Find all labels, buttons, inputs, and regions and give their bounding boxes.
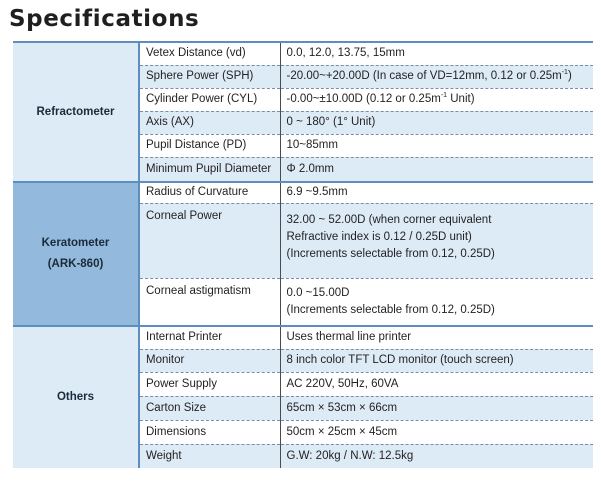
value-line: (Increments selectable from 0.12, 0.25D) — [286, 247, 495, 260]
param-value: AC 220V, 50Hz, 60VA — [280, 372, 593, 396]
param-label: Monitor — [139, 349, 280, 372]
param-value — [280, 65, 593, 88]
group-label-model: (ARK-860) — [47, 258, 104, 270]
value-superscript: -1 — [561, 69, 568, 77]
param-label: Power Supply — [139, 372, 280, 396]
table-row — [13, 42, 593, 65]
table-row — [13, 182, 593, 203]
param-value — [280, 278, 593, 326]
value-line: Refractive index is 0.12 / 0.25D unit) — [286, 230, 472, 243]
value-line: (Increments selectable from 0.12, 0.25D) — [286, 303, 495, 316]
param-label: Internat Printer — [139, 326, 280, 349]
param-label: Carton Size — [139, 396, 280, 420]
value-text: -20.00~+20.00D (In case of VD=12mm, 0.12 or 0.25m — [286, 70, 562, 82]
param-label: Corneal Power — [139, 203, 280, 278]
specifications-table — [13, 41, 593, 468]
param-value: 10~85mm — [280, 134, 593, 157]
param-value: 0 ~ 180° (1° Unit) — [280, 111, 593, 134]
param-label: Dimensions — [139, 420, 280, 444]
param-label: Vetex Distance (vd) — [139, 42, 280, 65]
param-value: 8 inch color TFT LCD monitor (touch screen) — [280, 349, 593, 372]
group-label-keratometer — [13, 182, 139, 326]
param-value: G.W: 20kg / N.W: 12.5kg — [280, 444, 593, 468]
value-line: 0.0 ~15.00D — [286, 286, 350, 299]
value-superscript: -1 — [440, 92, 448, 100]
value-text-end: ) — [567, 70, 572, 82]
param-label: Sphere Power (SPH) — [139, 65, 280, 88]
value-text: -0.00~±10.00D (0.12 or 0.25m — [286, 93, 441, 105]
param-label: Weight — [139, 444, 280, 468]
param-label: Axis (AX) — [139, 111, 280, 134]
param-value: Φ 2.0mm — [280, 157, 593, 182]
param-label: Radius of Curvature — [139, 182, 280, 203]
param-label: Corneal astigmatism — [139, 278, 280, 326]
group-label-others: Others — [13, 326, 139, 468]
group-label-refractometer: Refractometer — [13, 42, 139, 182]
page-title: Specifications — [9, 6, 200, 32]
param-label: Minimum Pupil Diameter — [139, 157, 280, 182]
value-line: 32.00 ~ 52.00D (when corner equivalent — [286, 213, 492, 226]
param-value: 6.9 ~9.5mm — [280, 182, 593, 203]
param-value: 50cm × 25cm × 45cm — [280, 420, 593, 444]
param-value: Uses thermal line printer — [280, 326, 593, 349]
param-value: 65cm × 53cm × 66cm — [280, 396, 593, 420]
table-row — [13, 326, 593, 349]
param-value — [280, 203, 593, 278]
param-value — [280, 88, 593, 111]
value-text-end: Unit) — [447, 93, 475, 105]
group-label-line: Keratometer — [41, 237, 110, 249]
param-label: Cylinder Power (CYL) — [139, 88, 280, 111]
param-label: Pupil Distance (PD) — [139, 134, 280, 157]
param-value: 0.0, 12.0, 13.75, 15mm — [280, 42, 593, 65]
